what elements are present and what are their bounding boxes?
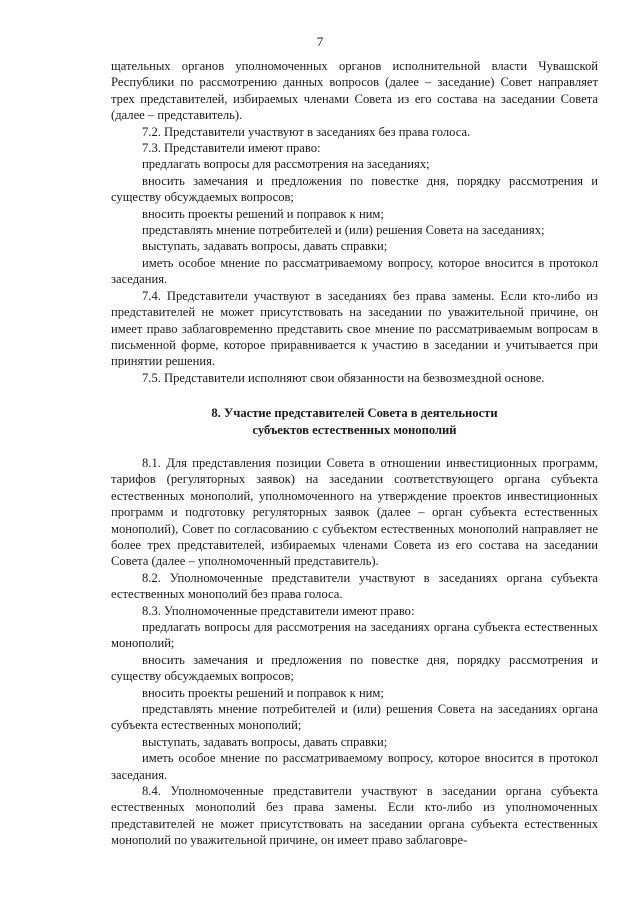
section-8-text	[111, 455, 598, 849]
paragraph: иметь особое мнение по рассматриваемому вопросу, которое вносится в протокол заседания.	[111, 751, 598, 782]
paragraph: 7.5. Представители исполняют свои обязанности на безвозмездной основе.	[142, 370, 545, 385]
section-heading	[111, 405, 598, 438]
paragraph: 8.3. Уполномоченные представители имеют право:	[142, 603, 415, 618]
paragraph: 8.1. Для представления позиции Совета в отношении инвестиционных программ, тарифов (регуляторных заявок) на заседании соответствующего органа субъекта естественных монополий, уполномоченного на утверждение проектов инвестиционных программ и подготовку регуляторных заявок (далее – орган субъекта естественных монополий), Совет по согласованию с субъектом естественных монополий направляет не более трех представителей, избираемых членами Совета из его состава на заседании Совета (далее – уполномоченный представитель).	[111, 455, 598, 569]
paragraph: предлагать вопросы для рассмотрения на заседаниях;	[142, 157, 430, 172]
paragraph: вносить проекты решений и поправок к ним;	[142, 206, 384, 221]
paragraph: 8.2. Уполномоченные представители участвуют в заседаниях органа субъекта естественных монополий без права голоса.	[111, 570, 598, 602]
paragraph: 7.4. Представители участвуют в заседаниях без права замены. Если кто-либо из представителей не может присутствовать на заседании по уважительной причине, он имеет право заблаговременно представить свое мнение по рассматриваемым вопросам в письменной форме, которое приравнивается к участию в заседании и учитывается при принятии решения.	[111, 288, 598, 369]
paragraph: вносить проекты решений и поправок к ним;	[142, 685, 384, 700]
section-heading-line-1: 8. Участие представителей Совета в деятельности	[211, 406, 498, 421]
paragraph: выступать, задавать вопросы, давать справки;	[142, 734, 388, 749]
paragraph: вносить замечания и предложения по повестке дня, порядку рассмотрения и существу обсуждаемых вопросов;	[111, 173, 598, 205]
page-number: 7	[316, 34, 324, 49]
document-body	[111, 58, 598, 849]
paragraph: 8.4. Уполномоченные представители участвуют в заседании органа субъекта естественных монополий без права замены. Если кто-либо из уполномоченных представителей не может присутствовать на заседании органа субъекта естественных монополий по уважительной причине, он имеет право заблаговре-	[111, 784, 598, 848]
paragraph: щательных органов уполномоченных органов исполнительной власти Чувашской Республики по рассмотрению данных вопросов (далее – заседание) Совет направляет трех представителей, избираемых членами Совета из его состава на заседании Совета (далее – представитель).	[111, 59, 598, 123]
paragraph: иметь особое мнение по рассматриваемому вопросу, которое вносится в протокол заседания.	[111, 255, 598, 287]
paragraph: представлять мнение потребителей и (или) решения Совета на заседаниях;	[142, 223, 545, 238]
paragraph: 7.3. Представители имеют право:	[142, 141, 321, 156]
paragraph: вносить замечания и предложения по повестке дня, порядку рассмотрения и существу обсуждаемых вопросов;	[111, 652, 598, 684]
paragraph: выступать, задавать вопросы, давать справки;	[142, 239, 388, 254]
paragraph: 7.2. Представители участвуют в заседаниях без права голоса.	[142, 124, 471, 139]
paragraph: представлять мнение потребителей и (или) решения Совета на заседаниях органа субъекта естественных монополий;	[111, 702, 598, 733]
paragraph: предлагать вопросы для рассмотрения на заседаниях органа субъекта естественных монополий;	[111, 620, 598, 651]
section-7-text	[111, 58, 598, 386]
section-heading-line-2: субъектов естественных монополий	[252, 422, 457, 437]
